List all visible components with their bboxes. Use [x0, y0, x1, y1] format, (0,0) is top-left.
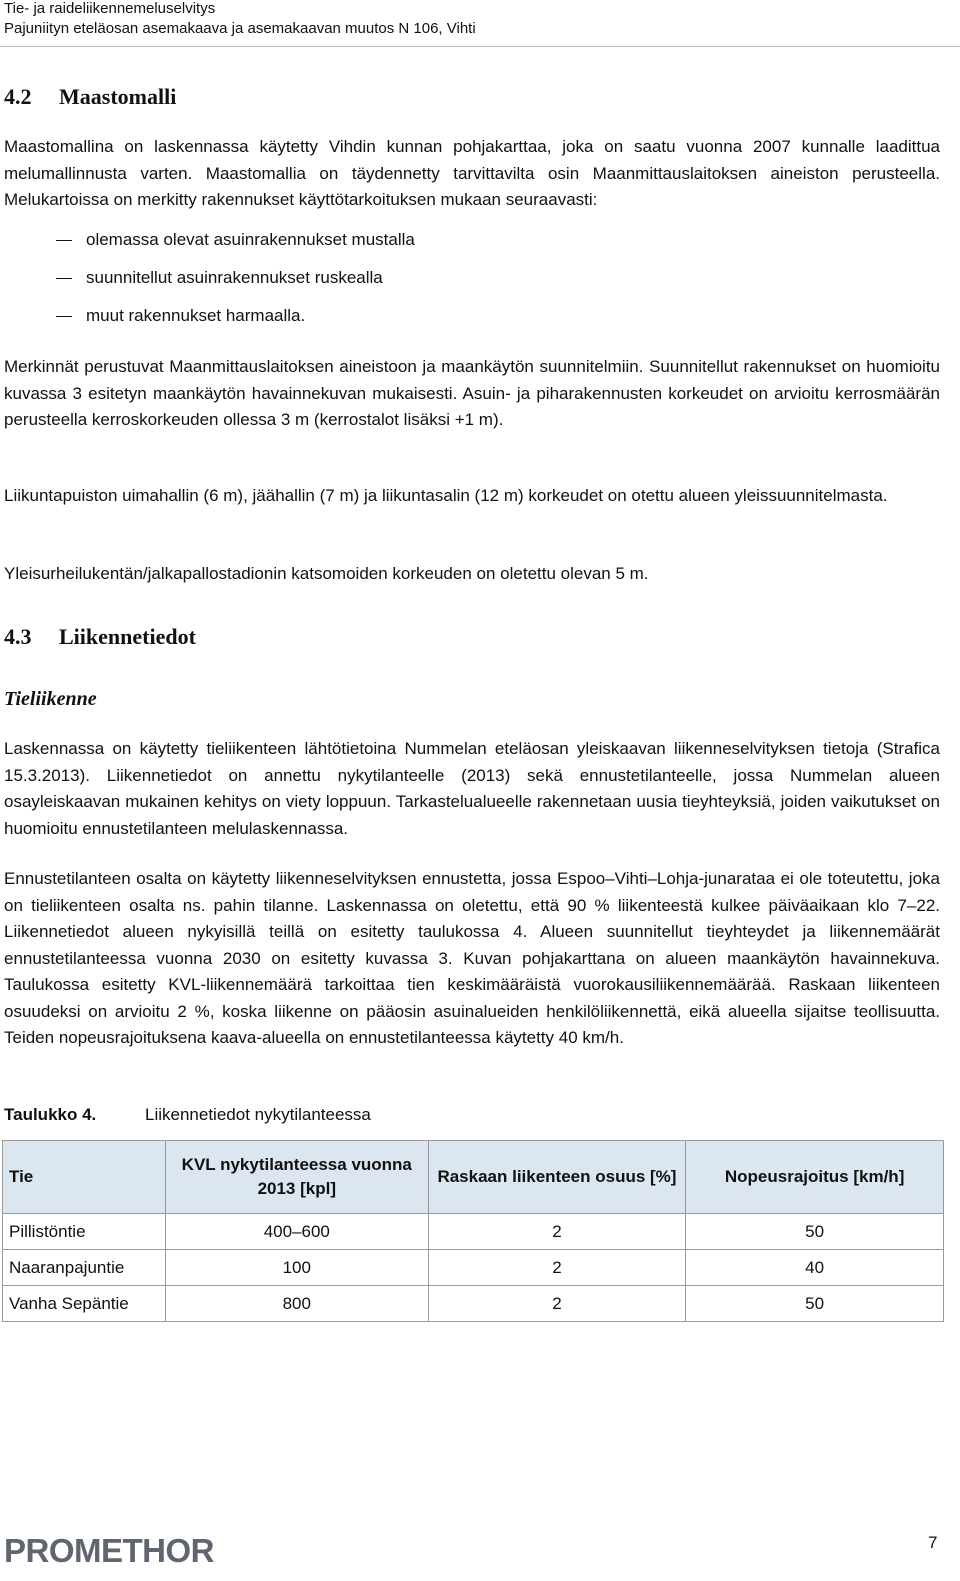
section-heading-4-3: [4, 624, 196, 650]
table-cell: 800: [165, 1286, 428, 1322]
document-page: Tie- ja raideliikennemeluselvitys Pajuniityn eteläosan asemakaava ja asemakaavan muutos N 106, Vihti 4.2 Maastomalli Maastomallina on laskennassa käytetty Vihdin kunnan pohjakarttaa, joka on saatu vuonna 2007 kunnalle laadittua melumallinnusta varten. Maastomallia on täydennetty tarvittavilta osin Maanmittauslaitoksen aineiston perusteella. Melukartoissa on merkitty rakennukset käyttötarkoituksen mukaan seuraavasti: olemassa olevat asuinrakennukset mustalla suunnitellut asuinrakennukset ruskealla muut rakennukset harmaalla. Merkinnät perustuvat Maanmittauslaitoksen aineistoon ja maankäytön suunnitelmiin. Suunnitellut rakennukset on huomioitu kuvassa 3 esitetyn maankäytön havainnekuvan mukaisesti. Asuin- ja piharakennusten korkeudet on arvioitu kerrosmäärän perusteella kerroskorkeuden ollessa 3 m (kerrostalot lisäksi +1 m). Liikuntapuiston uimahallin (6 m), jäähallin (7 m) ja liikuntasalin (12 m) korkeudet on otettu alueen yleissuunnitelmasta. Yleisurheilukentän/jalkapallostadionin katsomoiden korkeuden on oletettu olevan 5 m. 4.3 Liikennetiedot Tieliikenne Laskennassa on käytetty tieliikenteen lähtötietoina Nummelan eteläosan yleiskaavan liikenneselvityksen tietoja (Strafica 15.3.2013). Liikennetiedot on annettu nykytilanteelle (2013) sekä ennustetilanteelle, jossa Nummelan alueen osayleiskaavan mukainen kehitys on viety loppuun. Tarkastelualueelle rakennetaan uusia tieyhteyksiä, joiden vaikutukset on huomioitu ennustetilanteen melulaskennassa. Ennustetilanteen osalta on käytetty liikenneselvityksen ennustetta, jossa Espoo–Vihti–Lohja-junarataa ei ole toteutettu, joka on tieliikenteen osalta ns. pahin tilanne. Laskennassa on oletettu, että 90 % liikenteestä kulkee päiväaikaan klo 7–22. Liikennetiedot alueen nykyisillä teillä on esitetty taulukossa 4. Alueen suunnitellut tieyhteydet ja liikennemäärät ennustetilanteessa vuonna 2030 on esitetty kuvassa 3. Kuvan pohjakarttana on alueen maankäytön havainnekuva. Taulukossa esitetty KVL-liikennemäärä tarkoittaa tien keskimääräistä vuorokausiliikennemäärää. Raskaan liikenteen osuudeksi on arvioitu 2 %, koska liikenne on pääosin asuinalueiden henkilöliikennettä, eikä alueella sijaitse teollisuutta. Teiden nopeusrajoituksena kaava-alueella on ennustetilanteessa käytetty 40 km/h. Taulukko 4. Liikennetiedot nykytilanteessa Tie KVL nykytilanteessa vuonna 2013 [kpl] Raskaan liikenteen osuus [%] Nopeusrajoitus [km/h] Pillistöntie 400–600 2 50 Naaranpajuntie 100 2 40 Vanha Sepäntie 800 2 50 PROMETHOR 7: [0, 0, 960, 1581]
running-header-subtitle: Pajuniityn eteläosan asemakaava ja asemakaavan muutos N 106, Vihti: [4, 20, 476, 37]
table-row: [3, 1286, 944, 1322]
table-cell: 2: [428, 1214, 686, 1250]
table-cell: Pillistöntie: [3, 1214, 166, 1250]
table-header-row: [3, 1141, 944, 1214]
section-heading-4-2: [4, 84, 176, 110]
table-caption: [4, 1104, 371, 1126]
paragraph-terrain-model: Maastomallina on laskennassa käytetty Vihdin kunnan pohjakarttaa, joka on saatu vuonna 2007 kunnalle laadittua melumallinnusta varten. Maastomallia on täydennetty tarvittavilta osin Maanmittauslaitoksen aineiston perusteella. Melukartoissa on merkitty rakennukset käyttötarkoituksen mukaan seuraavasti:: [4, 137, 940, 209]
traffic-table: [2, 1140, 944, 1322]
paragraph-stadium: Yleisurheilukentän/jalkapallostadionin katsomoiden korkeuden on oletettu olevan 5 m.: [4, 564, 649, 583]
paragraph-traffic-source: Laskennassa on käytetty tieliikenteen lähtötietoina Nummelan eteläosan yleiskaavan liikenneselvityksen tietoja (Strafica 15.3.2013). Liikennetiedot on annettu nykytilanteelle (2013) sekä ennustetilanteelle, jossa Nummelan alueen osayleiskaavan mukainen kehitys on viety loppuun. Tarkastelualueelle rakennetaan uusia tieyhteyksiä, joiden vaikutukset on huomioitu ennustetilanteen melulaskennassa.: [4, 739, 940, 838]
table-caption-text: Liikennetiedot nykytilanteessa: [145, 1105, 371, 1124]
paragraph-forecast: Ennustetilanteen osalta on käytetty liikenneselvityksen ennustetta, jossa Espoo–Vihti–Lohja-junarataa ei ole toteutettu, joka on tieliikenteen osalta ns. pahin tilanne. Laskennassa on oletettu, että 90 % liikenteestä kulkee päiväaikaan klo 7–22. Liikennetiedot alueen nykyisillä teillä on esitetty taulukossa 4. Alueen suunnitellut tieyhteydet ja liikennemäärät ennustetilanteessa vuonna 2030 on esitetty kuvassa 3. Kuvan pohjakarttana on alueen maankäytön havainnekuva. Taulukossa esitetty KVL-liikennemäärä tarkoittaa tien keskimääräistä vuorokausiliikennemäärää. Raskaan liikenteen osuudeksi on arvioitu 2 %, koska liikenne on pääosin asuinalueiden henkilöliikennettä, eikä alueella sijaitse teollisuutta. Teiden nopeusrajoituksena kaava-alueella on ennustetilanteessa käytetty 40 km/h.: [4, 869, 940, 1047]
section-number: 4.3: [4, 624, 32, 649]
paragraph-sports-park: Liikuntapuiston uimahallin (6 m), jäähallin (7 m) ja liikuntasalin (12 m) korkeudet on otettu alueen yleissuunnitelmasta.: [4, 486, 888, 505]
dash-bullet: [56, 278, 72, 279]
table-cell: 400–600: [165, 1214, 428, 1250]
dash-bullet: [56, 240, 72, 241]
header-divider: [0, 46, 960, 47]
table-cell: Naaranpajuntie: [3, 1250, 166, 1286]
column-header-aadt: KVL nykytilanteessa vuonna 2013 [kpl]: [165, 1141, 428, 1214]
table-cell: 2: [428, 1286, 686, 1322]
column-header-road: Tie: [3, 1141, 166, 1214]
table-cell: 40: [686, 1250, 944, 1286]
table-cell: 100: [165, 1250, 428, 1286]
section-number: 4.2: [4, 84, 32, 109]
column-header-heavy-share: Raskaan liikenteen osuus [%]: [428, 1141, 686, 1214]
subsection-heading-road-traffic: Tieliikenne: [4, 688, 97, 710]
page-number: 7: [928, 1533, 938, 1552]
logo-wordmark: PROMETHOR: [4, 1532, 214, 1568]
column-header-speed-limit: Nopeusrajoitus [km/h]: [686, 1141, 944, 1214]
promethor-logo: [2, 1528, 252, 1568]
table-row: [3, 1214, 944, 1250]
section-title: Liikennetiedot: [59, 624, 196, 649]
table-cell: 50: [686, 1286, 944, 1322]
table-caption-label: Taulukko 4.: [4, 1105, 97, 1124]
dash-bullet: [56, 316, 72, 317]
table-row: [3, 1250, 944, 1286]
table-cell: 50: [686, 1214, 944, 1250]
table-cell: Vanha Sepäntie: [3, 1286, 166, 1322]
section-title: Maastomalli: [59, 84, 177, 109]
table-cell: 2: [428, 1250, 686, 1286]
paragraph-markings: Merkinnät perustuvat Maanmittauslaitoksen aineistoon ja maankäytön suunnitelmiin. Suunnitellut rakennukset on huomioitu kuvassa 3 esitetyn maankäytön havainnekuvan mukaisesti. Asuin- ja piharakennusten korkeudet on arvioitu kerrosmäärän perusteella kerroskorkeuden ollessa 3 m (kerrostalot lisäksi +1 m).: [4, 357, 940, 429]
running-header-title: Tie- ja raideliikennemeluselvitys: [4, 0, 216, 17]
